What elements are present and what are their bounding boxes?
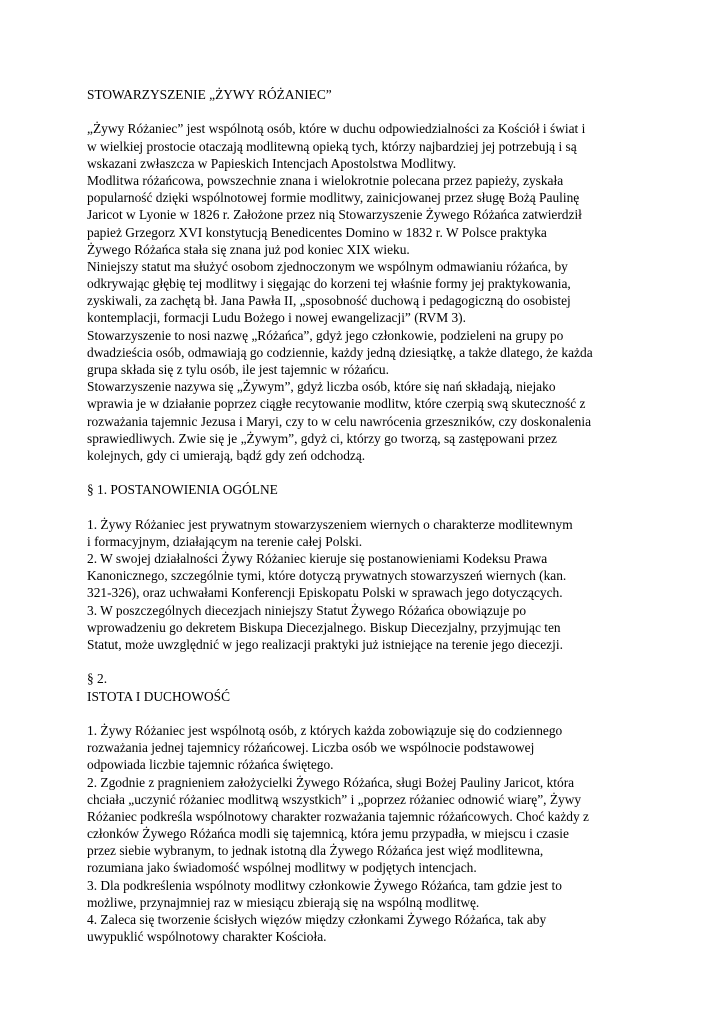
text-line: rozważania jednej tajemnicy różańcowej. Liczba osób we wspólnocie podstawowej: [87, 740, 535, 756]
text-line: uwypuklić wspólnotowy charakter Kościoła.: [87, 929, 327, 945]
text-line: Kanonicznego, szczególnie tymi, które dotyczą prywatnych stowarzyszeń wiernych (kan.: [87, 568, 567, 584]
spacer: [87, 705, 647, 722]
text-line: Jaricot w Lyonie w 1826 r. Założone przez nią Stowarzyszenie Żywego Różańca zatwierdził: [87, 207, 582, 223]
text-line: 4. Zaleca się tworzenie ścisłych więzów między członkami Żywego Różańca, tak aby: [87, 912, 547, 927]
spacer: [87, 103, 647, 120]
text-line: członków Żywego Różańca modli się tajemnicą, która jemu przypadła, w miejscu i czasie: [87, 826, 569, 842]
text-line: Stowarzyszenie to nosi nazwę „Różańca”, gdyż jego członkowie, podzieleni na grupy po: [87, 327, 564, 343]
text-line: 2. Zgodnie z pragnieniem założycielki Żywego Różańca, sługi Bożej Pauliny Jaricot, która: [87, 774, 575, 790]
text-line: „Żywy Różaniec” jest wspólnotą osób, które w duchu odpowiedzialności za Kościół i świat i: [87, 121, 586, 137]
text-line: przez siebie wybranym, to jednak istotną dla Żywego Różańca jest więź modlitewna,: [87, 843, 544, 859]
text-line: Różaniec podkreśla wspólnotowy charakter rozważania tajemnic różańcowych. Choć każdy z: [87, 808, 589, 824]
text-line: papież Grzegorz XVI konstytucją Benedicentes Domino w 1832 r. W Polsce praktyka: [87, 224, 547, 240]
text-line: rozumiana jako świadomość wspólnej modlitwy w podjętych intencjach.: [87, 860, 477, 876]
section-1-text: [87, 516, 647, 654]
text-line: wprowadzeniu go dekretem Biskupa Diecezjalnego. Biskup Diecezjalny, przyjmując ten: [87, 619, 561, 635]
text-line: odkrywając głębię tej modlitwy i sięgając do korzeni tej właśnie formy jej praktykowania,: [87, 276, 571, 292]
text-line: Statut, może uwzględnić w jego realizacji praktyki już istniejące na terenie jego diecezji.: [87, 637, 563, 652]
text-line: sprawiedliwych. Zwie się je „Żywym”, gdyż ci, którzy go tworzą, są zastępowani przez: [87, 430, 557, 446]
text-line: Modlitwa różańcowa, powszechnie znana i wielokrotnie polecana przez papieży, zyskała: [87, 172, 564, 188]
text-line: Stowarzyszenie nazywa się „Żywym”, gdyż liczba osób, które się nań składają, niejako: [87, 379, 556, 395]
document-title: STOWARZYSZENIE „ŻYWY RÓŻANIEC”: [87, 87, 332, 102]
text-line: i formacyjnym, działającym na terenie całej Polski.: [87, 533, 363, 549]
text-line: 1. Żywy Różaniec jest wspólnotą osób, z których każda zobowiązuje się do codziennego: [87, 722, 563, 738]
text-line: popularność dzięki wspólnotowej formie modlitwy, zainicjowanej przez sługę Bożą Paulinę: [87, 190, 580, 206]
spacer: [87, 653, 647, 670]
text-line: kolejnych, gdy ci umierają, bądź gdy zeń odchodzą.: [87, 447, 366, 463]
text-line: 321-326), oraz uchwałami Konferencji Episkopatu Polski w sprawach jego dotyczących.: [87, 585, 563, 601]
text-line: w wielkiej prostocie otaczają modlitewną opieką tych, którzy najbardziej jej potrzebują i są: [87, 138, 577, 154]
text-line: grupa składa się z tylu osób, ile jest tajemnic w różańcu.: [87, 362, 389, 377]
section-2-number: § 2.: [87, 671, 108, 687]
section-2-text: [87, 722, 647, 945]
text-line: rozważania tajemnic Jezusa i Maryi, czy to w celu nawrócenia grzeszników, czy doskonalenia: [87, 413, 592, 429]
text-line: możliwe, przynajmniej raz w miesiącu zbierają się na wspólną modlitwę.: [87, 894, 480, 910]
text-line: Niniejszy statut ma służyć osobom zjednoczonym we wspólnym odmawianiu różańca, by: [87, 258, 568, 274]
text-line: wprawia je w działanie poprzez ciągłe recytowanie modlitw, które czerpią swą skuteczność z: [87, 396, 586, 412]
text-line: dwadzieścia osób, odmawiają go codziennie, każdy jedną dziesiątkę, a także dlatego, że każda: [87, 344, 593, 360]
intro-text: [87, 120, 647, 464]
text-line: 1. Żywy Różaniec jest prywatnym stowarzyszeniem wiernych o charakterze modlitewnym: [87, 516, 573, 532]
spacer: [87, 499, 647, 516]
text-line: 3. W poszczególnych diecezjach niniejszy Statut Żywego Różańca obowiązuje po: [87, 602, 527, 618]
text-line: 3. Dla podkreślenia wspólnoty modlitwy członkowie Żywego Różańca, tam gdzie jest to: [87, 877, 562, 893]
section-2-heading: ISTOTA I DUCHOWOŚĆ: [87, 688, 231, 704]
text-line: zyskiwali, za zachętą bł. Jana Pawła II, „sposobność duchową i pedagogiczną do osobistej: [87, 293, 571, 309]
document-page: [87, 86, 647, 945]
text-line: Żywego Różańca stała się znana już pod koniec XIX wieku.: [87, 241, 410, 257]
text-line: odpowiada liczbie tajemnic różańca świętego.: [87, 757, 334, 773]
text-line: 2. W swojej działalności Żywy Różaniec kieruje się postanowieniami Kodeksu Prawa: [87, 551, 548, 567]
section-1-heading: § 1. POSTANOWIENIA OGÓLNE: [87, 482, 278, 498]
text-line: chciała „uczynić różaniec modlitwą wszystkich” i „poprzez różaniec odnowić wiarę”, Żywy: [87, 791, 582, 807]
spacer: [87, 464, 647, 481]
text-line: kontemplacji, formacji Ludu Bożego i nowej ewangelizacji” (RVM 3).: [87, 310, 466, 326]
text-line: wskazani zwłaszcza w Papieskich Intencjach Apostolstwa Modlitwy.: [87, 155, 457, 171]
